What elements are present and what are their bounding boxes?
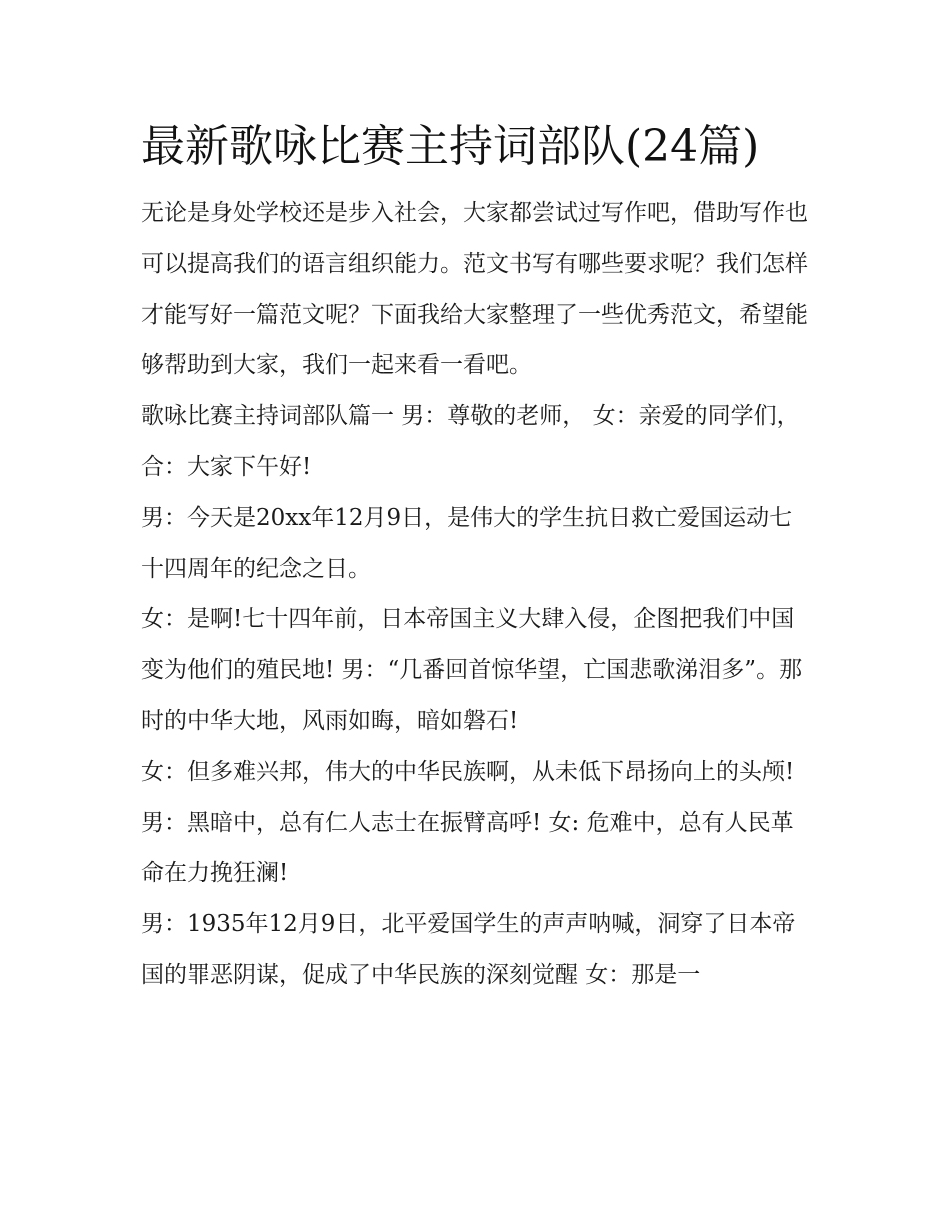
- paragraph-1935: 男：1935年12月9日，北平爱国学生的声声呐喊，洞穿了日本帝国的罪恶阴谋，促成了中华民族的深刻觉醒 女：那是一: [141, 911, 796, 988]
- paragraph-intro: 无论是身处学校还是步入社会，大家都尝试过写作吧，借助写作也可以提高我们的语言组织能力。范文书写有哪些要求呢？我们怎样才能写好一篇范文呢？下面我给大家整理了一些优秀范文，希望能够帮助到大家，我们一起来看一看吧。: [141, 200, 808, 379]
- paragraph-nation: 女：但多难兴邦，伟大的中华民族啊，从未低下昂扬向上的头颅! 男：黑暗中，总有仁人志士在振臂高呼! 女: 危难中，总有人民革命在力挽狂澜!: [141, 758, 795, 887]
- paragraph-date: 男：今天是20xx年12月9日，是伟大的学生抗日救亡爱国运动七十四周年的纪念之日。: [141, 504, 793, 582]
- document-title: 最新歌咏比赛主持词部队(24篇): [141, 121, 760, 172]
- paragraph-history: 女：是啊!七十四年前，日本帝国主义大肆入侵，企图把我们中国变为他们的殖民地! 男：“几番回首惊华望，亡国悲歌涕泪多”。那时的中华大地，风雨如晦，暗如磐石!: [141, 606, 803, 734]
- document-body: [141, 116, 813, 1001]
- paragraph-opening: 歌咏比赛主持词部队篇一 男：尊敬的老师， 女：亲爱的同学们， 合：大家下午好!: [141, 403, 800, 480]
